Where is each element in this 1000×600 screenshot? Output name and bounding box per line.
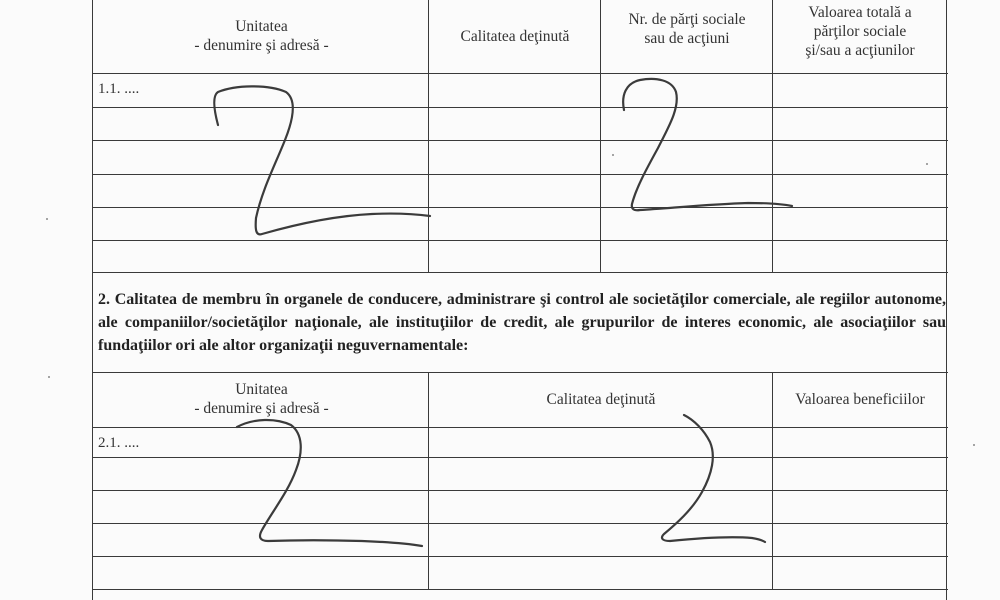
header-text: părţilor sociale: [813, 23, 907, 40]
z-strike-mark-table1-shares: [623, 79, 792, 210]
section-2-title: 2. Calitatea de membru în organele de conducere, administrare şi control ale societăţilor comerciale, ale regiilor autonome, ale companiilor/societăţilor naţionale, ale instituţiilor de credit, ale grupurilor de interes economic, ale asociaţiilor sau fundaţiilor ori ale altor organizaţii neguvernamentale:: [98, 291, 946, 354]
header-text: Nr. de părţi sociale: [628, 11, 746, 28]
scan-speck: [926, 163, 928, 165]
header-text: şi/sau a acţiunilor: [805, 42, 915, 59]
header-text: Valoarea beneficiilor: [795, 391, 925, 408]
scan-speck: [973, 444, 975, 446]
scan-speck: [48, 376, 50, 378]
header-text: Unitatea: [235, 381, 288, 398]
table-1-row-label: 1.1. ....: [98, 81, 140, 97]
header-text: Calitatea deţinută: [546, 391, 656, 408]
scan-speck: [46, 218, 48, 220]
z-strike-mark-table1-unit: [214, 86, 430, 234]
header-text: Unitatea: [235, 18, 288, 35]
z-strike-mark-table2-role: [662, 415, 765, 542]
header-text: sau de acţiuni: [644, 30, 730, 47]
table-2-row-label: 2.1. ....: [98, 435, 140, 451]
header-text: Calitatea deţinută: [460, 28, 570, 45]
z-strike-mark-table2-unit: [237, 420, 422, 546]
header-text: Valoarea totală a: [808, 4, 912, 21]
header-text: - denumire şi adresă -: [194, 37, 329, 54]
scan-speck: [612, 154, 614, 156]
header-text: - denumire şi adresă -: [194, 400, 329, 417]
